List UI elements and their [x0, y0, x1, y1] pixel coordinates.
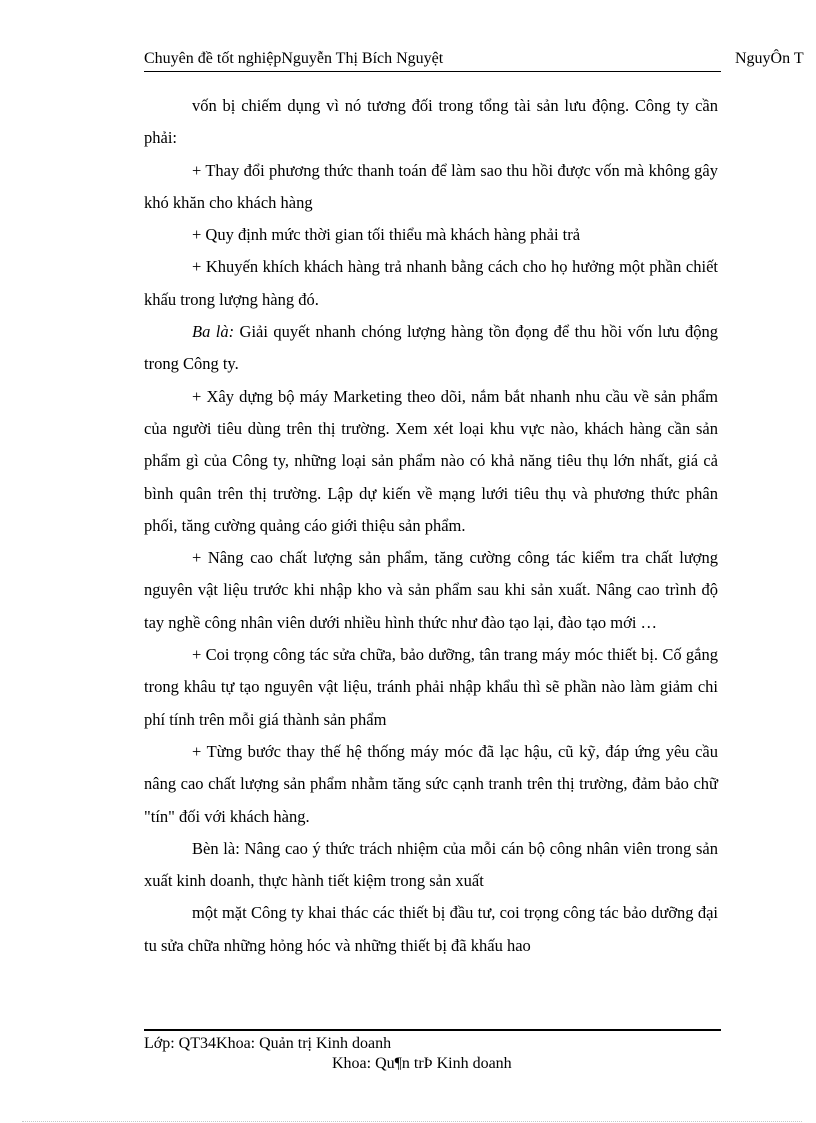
paragraph-ba-la — [144, 316, 718, 381]
footer-class-info: Lớp: QT34Khoa: Quản trị Kinh doanh — [144, 1035, 392, 1052]
document-body — [144, 90, 718, 962]
paragraph: một mặt Công ty khai thác các thiết bị đầu tư, coi trọng công tác bảo dưỡng đại tu sửa chữa những hỏng hóc và những thiết bị đã khấu hao — [144, 903, 718, 955]
paragraph: + Quy định mức thời gian tối thiểu mà khách hàng phải trả — [192, 225, 581, 245]
ba-la-label: Ba là: — [192, 322, 235, 342]
header-author-truncated: NguyÔn T — [735, 50, 804, 67]
ba-la-text: Giải quyết nhanh chóng lượng hàng tồn đọng để thu hồi vốn lưu động trong Công ty. — [144, 322, 718, 374]
paragraph: + Từng bước thay thế hệ thống máy móc đã lạc hậu, cũ kỹ, đáp ứng yêu cầu nâng cao chất lượng sản phẩm nhằm tăng sức cạnh tranh trên thị trường, đảm bảo chữ "tín" đối với khách hàng. — [144, 741, 718, 826]
page-edge — [22, 1121, 802, 1122]
header-title: Chuyên đề tốt nghiệpNguyễn Thị Bích Nguyệt — [144, 50, 444, 67]
paragraph: + Nâng cao chất lượng sản phẩm, tăng cường công tác kiểm tra chất lượng nguyên vật liệu trước khi nhập kho và sản phẩm sau khi sản xuất. Nâng cao trình độ tay nghề công nhân viên dưới nhiều hình thức như đào tạo lại, đào tạo mới … — [144, 548, 718, 632]
header-rule — [144, 71, 721, 72]
paragraph: + Khuyến khích khách hàng trả nhanh bằng cách cho họ hưởng một phần chiết khấu trong lượng hàng đó. — [144, 257, 718, 309]
paragraph: Bèn là: Nâng cao ý thức trách nhiệm của mỗi cán bộ công nhân viên trong sản xuất kinh doanh, thực hành tiết kiệm trong sản xuất — [144, 838, 718, 891]
paragraph: + Coi trọng công tác sửa chữa, bảo dưỡng, tân trang máy móc thiết bị. Cố gắng trong khâu tự tạo nguyên vật liệu, tránh phải nhập khẩu thì sẽ phần nào làm giảm chi phí tính trên mỗi giá thành sản phẩm — [144, 645, 718, 729]
paragraph: + Thay đổi phương thức thanh toán để làm sao thu hồi được vốn mà không gây khó khăn cho khách hàng — [144, 160, 718, 212]
paragraph: + Xây dựng bộ máy Marketing theo dõi, nắm bắt nhanh nhu cầu về sản phẩm của người tiêu dùng trên thị trường. Xem xét loại khu vực nào, khách hàng cần sản phẩm gì của Công ty, những loại sản phẩm nào có khả năng tiêu thụ lớn nhất, giá cả bình quân trên thị trường. Lập dự kiến về mạng lưới tiêu thụ và phương thức phân phối, tăng cường quảng cáo giới thiệu sản phẩm. — [144, 386, 718, 535]
paragraph: vốn bị chiếm dụng vì nó tương đối trong tổng tài sản lưu động. Công ty cần phải: — [144, 96, 718, 148]
footer-rule — [144, 1029, 721, 1031]
footer-faculty: Khoa: Qu¶n trÞ Kinh doanh — [332, 1055, 512, 1072]
